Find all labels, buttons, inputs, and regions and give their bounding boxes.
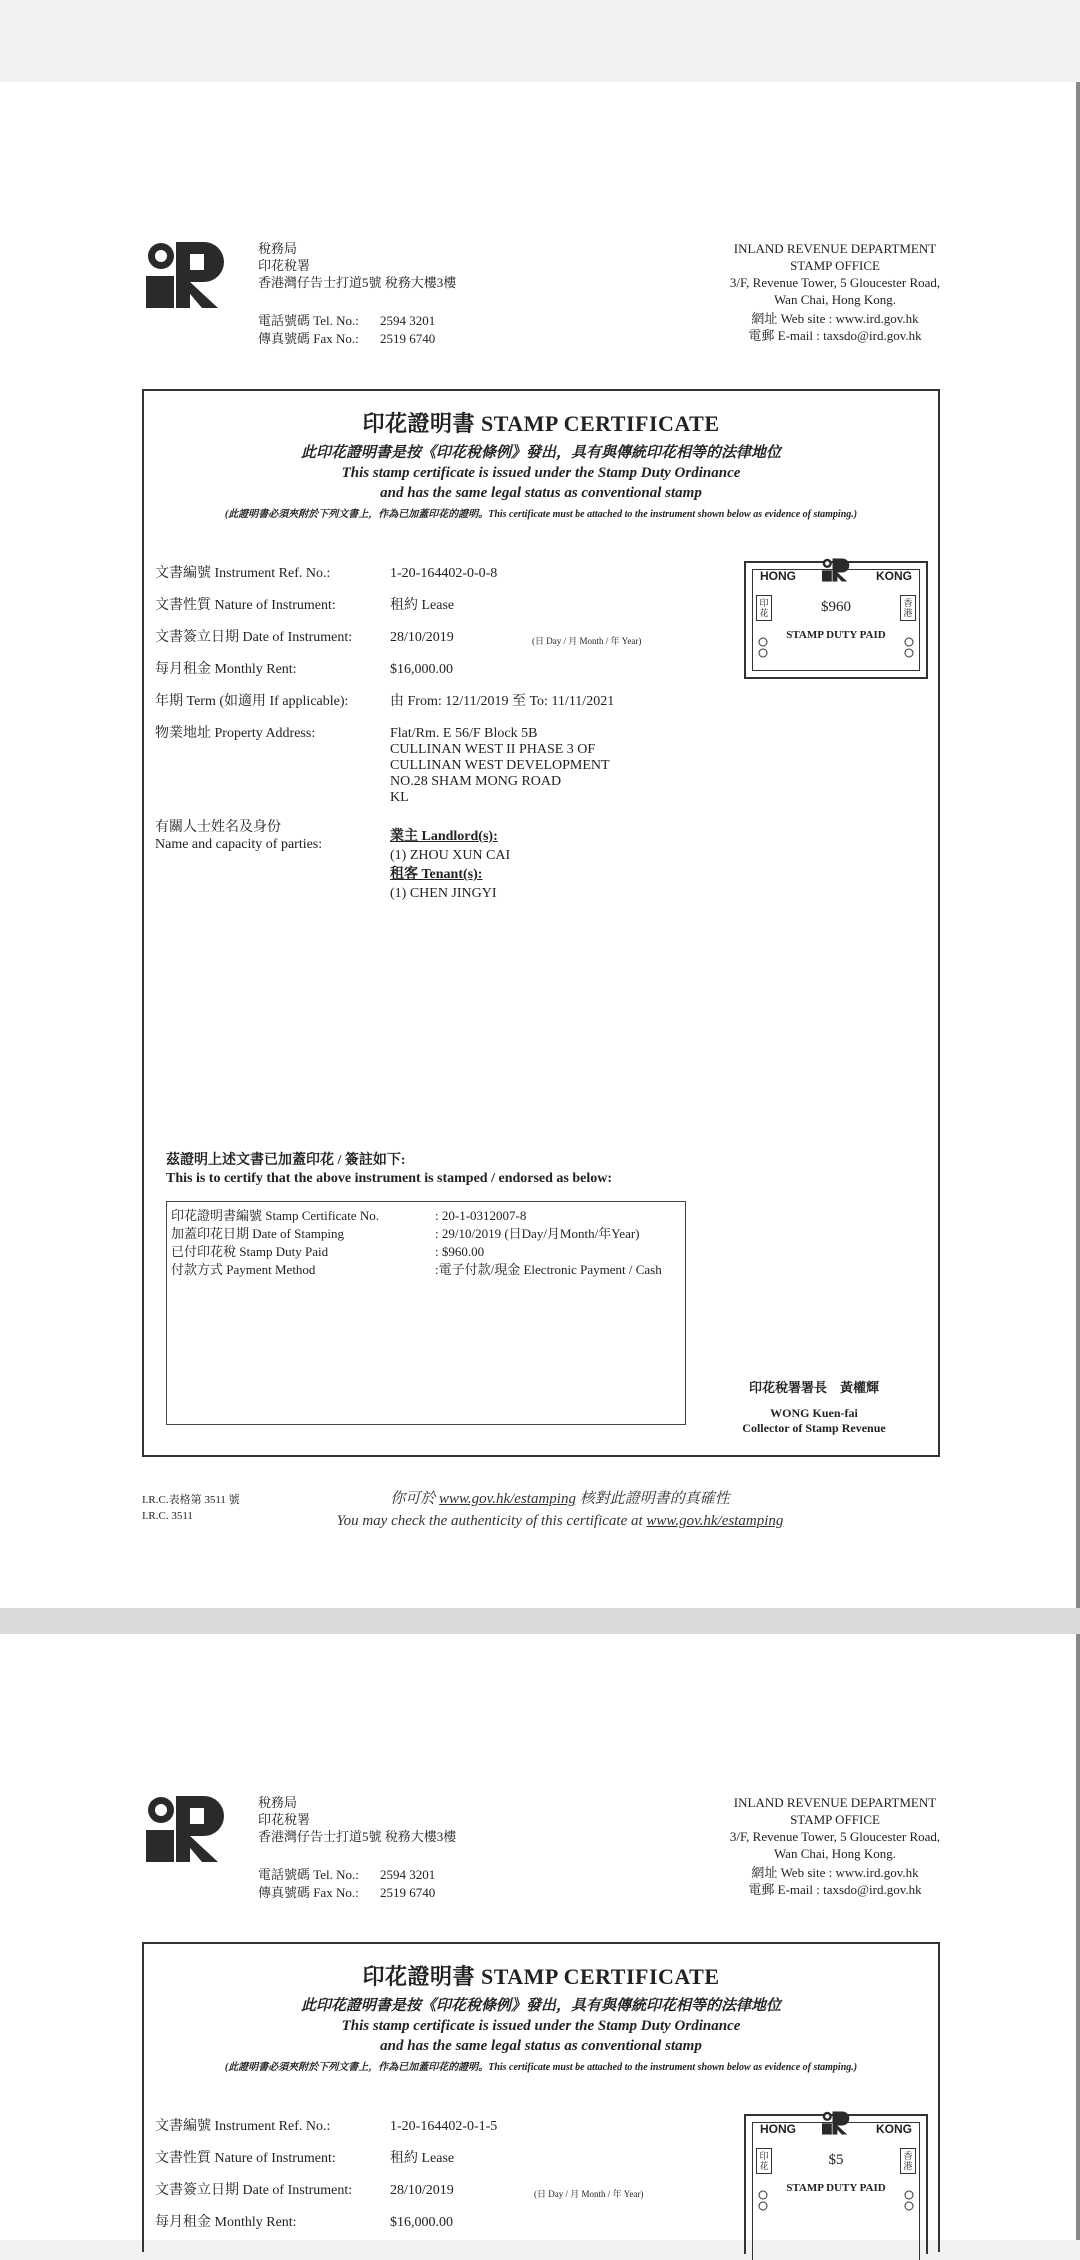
verify-zh-prefix: 你可於 bbox=[390, 1491, 436, 1507]
tel-value: 2594 3201 bbox=[380, 313, 436, 328]
certify-statement-zh: 茲證明上述文書已加蓋印花 / 簽註如下: bbox=[166, 1153, 406, 1168]
stamp-hong: HONG bbox=[760, 2122, 796, 2136]
website: 網址 Web site : www.ird.gov.hk bbox=[751, 311, 919, 326]
dept-name-en: INLAND REVENUE DEPARTMENT bbox=[733, 241, 937, 256]
address-line: Flat/Rm. E 56/F Block 5B bbox=[390, 726, 538, 741]
certificate-subtitle-zh: 此印花證明書是按《印花稅條例》發出，具有與傳統印花相等的法律地位 bbox=[300, 445, 781, 461]
parties-label bbox=[155, 819, 322, 853]
nature-value: 租約 Lease bbox=[390, 598, 455, 613]
office-name-en: STAMP OFFICE bbox=[790, 258, 880, 273]
stamp-coin-icon-left bbox=[758, 637, 768, 659]
duty-paid-label: 已付印花稅 Stamp Duty Paid bbox=[171, 1244, 329, 1259]
stamp-amount: $960 bbox=[821, 599, 851, 615]
certificate-page-1 bbox=[0, 82, 1080, 1608]
rent-value: $16,000.00 bbox=[390, 2215, 453, 2230]
department-address-en bbox=[680, 1794, 990, 1898]
verify-zh-suffix: 核對此證明書的真確性 bbox=[579, 1491, 730, 1507]
certificate-title: 印花證明書 STAMP CERTIFICATE bbox=[362, 1964, 720, 1989]
verification-notice bbox=[240, 1488, 880, 1532]
office-name-zh: 印花稅署 bbox=[258, 1812, 311, 1827]
date-format-hint: (日 Day / 月 Month / 年 Year) bbox=[532, 636, 642, 646]
address-line: CULLINAN WEST DEVELOPMENT bbox=[390, 758, 610, 773]
collector-name: WONG Kuen-fai bbox=[770, 1406, 858, 1420]
stamp-coin-icon-left bbox=[758, 2190, 768, 2212]
stamp-kong: KONG bbox=[876, 2122, 912, 2136]
tel-label: 電話號碼 Tel. No.: bbox=[258, 313, 359, 328]
certificate-subtitle-en2: and has the same legal status as conventional stamp bbox=[380, 485, 702, 501]
date-value: 28/10/2019 bbox=[390, 630, 454, 645]
stamp-side-left: 印花 bbox=[756, 2148, 772, 2174]
certificate-subtitle-zh: 此印花證明書是按《印花稅條例》發出，具有與傳統印花相等的法律地位 bbox=[300, 1998, 781, 2014]
stamp-coin-icon-right bbox=[904, 2190, 914, 2212]
parties-label-en: Name and capacity of parties: bbox=[155, 837, 323, 852]
verify-link-en[interactable]: www.gov.hk/estamping bbox=[646, 1513, 784, 1529]
street-address-en: 3/F, Revenue Tower, 5 Gloucester Road, bbox=[729, 1829, 941, 1844]
fax-label: 傳真號碼 Fax No.: bbox=[258, 1885, 359, 1900]
stamp-side-left: 印花 bbox=[756, 595, 772, 621]
office-name-zh: 印花稅署 bbox=[258, 258, 311, 273]
stamp-coin-icon-right bbox=[904, 637, 914, 659]
tel-value: 2594 3201 bbox=[380, 1867, 436, 1882]
parties-value bbox=[390, 827, 510, 903]
tenant-name: (1) CHEN JINGYI bbox=[390, 886, 497, 901]
email: 電郵 E-mail : taxsdo@ird.gov.hk bbox=[748, 328, 922, 343]
stamping-date-value: : 29/10/2019 (日Day/月Month/年Year) bbox=[435, 1226, 640, 1241]
fax-value: 2519 6740 bbox=[380, 1885, 436, 1900]
ref-label: 文書編號 Instrument Ref. No.: bbox=[155, 2119, 331, 2134]
form-number-zh: I.R.C.表格第 3511 號 bbox=[142, 1494, 240, 1506]
verify-link-zh[interactable]: www.gov.hk/estamping bbox=[439, 1491, 576, 1507]
form-number bbox=[142, 1492, 240, 1524]
district-en: Wan Chai, Hong Kong. bbox=[773, 292, 897, 307]
nature-label: 文書性質 Nature of Instrument: bbox=[155, 2151, 336, 2166]
scan-edge bbox=[1076, 1634, 1080, 2240]
department-address-zh bbox=[258, 1794, 456, 1845]
ird-logo bbox=[146, 1794, 226, 1864]
date-label: 文書簽立日期 Date of Instrument: bbox=[155, 630, 353, 645]
address-line: CULLINAN WEST II PHASE 3 OF bbox=[390, 742, 596, 757]
certificate-note: (此證明書必須夾附於下列文書上，作為已加蓋印花的證明。This certificate must be attached to the instrument shown below as evidence of stamping.) bbox=[224, 509, 858, 520]
page-separator bbox=[0, 1608, 1080, 1634]
cert-no-label: 印花證明書編號 Stamp Certificate No. bbox=[171, 1208, 379, 1223]
rent-label: 每月租金 Monthly Rent: bbox=[155, 2215, 297, 2230]
office-name-en: STAMP OFFICE bbox=[790, 1812, 880, 1827]
stamp-duty-paid-stamp bbox=[744, 2114, 928, 2254]
form-number-en: I.R.C. 3511 bbox=[142, 1510, 193, 1522]
certify-statement-en: This is to certify that the above instrument is stamped / endorsed as below: bbox=[166, 1171, 613, 1186]
address-value bbox=[390, 726, 610, 806]
fax-value: 2519 6740 bbox=[380, 331, 436, 346]
ref-value: 1-20-164402-0-0-8 bbox=[390, 566, 498, 581]
street-address-zh: 香港灣仔告士打道5號 稅務大樓3樓 bbox=[258, 1829, 457, 1844]
rent-value: $16,000.00 bbox=[390, 662, 453, 677]
term-value: 由 From: 12/11/2019 至 To: 11/11/2021 bbox=[390, 694, 615, 709]
certificate-title: 印花證明書 STAMP CERTIFICATE bbox=[362, 411, 720, 436]
stamp-hong: HONG bbox=[760, 569, 796, 583]
certificate-subtitle-en2: and has the same legal status as conventional stamp bbox=[380, 2038, 702, 2054]
term-label: 年期 Term (如適用 If applicable): bbox=[155, 694, 349, 709]
stamp-duty-paid-stamp bbox=[744, 561, 928, 679]
date-value: 28/10/2019 bbox=[390, 2183, 454, 2198]
certificate-page-2 bbox=[0, 1634, 1080, 2240]
district-en: Wan Chai, Hong Kong. bbox=[773, 1846, 897, 1861]
rent-label: 每月租金 Monthly Rent: bbox=[155, 662, 297, 677]
landlord-label: 業主 Landlord(s): bbox=[390, 829, 498, 844]
address-line: KL bbox=[390, 790, 409, 805]
stamp-certificate-frame bbox=[142, 1942, 940, 2252]
collector-signature-block bbox=[704, 1377, 924, 1436]
department-address-zh bbox=[258, 240, 456, 291]
nature-label: 文書性質 Nature of Instrument: bbox=[155, 598, 336, 613]
contact-numbers bbox=[258, 312, 435, 348]
street-address-en: 3/F, Revenue Tower, 5 Gloucester Road, bbox=[729, 275, 941, 290]
stamp-paid-text: STAMP DUTY PAID bbox=[786, 2182, 886, 2194]
parties-label-zh: 有關人士姓名及身份 bbox=[155, 820, 281, 835]
ref-label: 文書編號 Instrument Ref. No.: bbox=[155, 566, 331, 581]
collector-title-zh: 印花稅署署長 黃權輝 bbox=[748, 1380, 879, 1395]
stamp-side-right: 香港 bbox=[900, 595, 916, 621]
stamp-kong: KONG bbox=[876, 569, 912, 583]
duty-paid-value: : $960.00 bbox=[435, 1244, 485, 1259]
email: 電郵 E-mail : taxsdo@ird.gov.hk bbox=[748, 1882, 922, 1897]
collector-title-en: Collector of Stamp Revenue bbox=[742, 1421, 886, 1435]
dept-name-en: INLAND REVENUE DEPARTMENT bbox=[733, 1795, 937, 1810]
department-address-en bbox=[680, 240, 990, 344]
dept-name-zh: 稅務局 bbox=[258, 1795, 298, 1810]
ird-logo bbox=[146, 240, 226, 310]
stamp-side-right: 香港 bbox=[900, 2148, 916, 2174]
date-label: 文書簽立日期 Date of Instrument: bbox=[155, 2183, 353, 2198]
dept-name-zh: 稅務局 bbox=[258, 241, 298, 256]
tenant-label: 租客 Tenant(s): bbox=[390, 867, 483, 882]
cert-no-value: : 20-1-0312007-8 bbox=[435, 1208, 527, 1223]
address-line: NO.28 SHAM MONG ROAD bbox=[390, 774, 562, 789]
certificate-note: (此證明書必須夾附於下列文書上，作為已加蓋印花的證明。This certificate must be attached to the instrument shown below as evidence of stamping.) bbox=[224, 2062, 858, 2073]
address-label: 物業地址 Property Address: bbox=[155, 726, 316, 741]
landlord-name: (1) ZHOU XUN CAI bbox=[390, 848, 511, 863]
certificate-subtitle-en1: This stamp certificate is issued under the Stamp Duty Ordinance bbox=[341, 465, 741, 481]
stamp-logo-icon bbox=[822, 557, 850, 583]
stamp-logo-icon bbox=[822, 2110, 850, 2136]
payment-method-label: 付款方式 Payment Method bbox=[171, 1262, 316, 1277]
date-format-hint: (日 Day / 月 Month / 年 Year) bbox=[534, 2189, 644, 2199]
stamp-paid-text: STAMP DUTY PAID bbox=[786, 629, 886, 641]
contact-numbers bbox=[258, 1866, 435, 1902]
scan-edge bbox=[1076, 82, 1080, 1608]
verify-en-prefix: You may check the authenticity of this certificate at bbox=[336, 1513, 643, 1529]
fax-label: 傳真號碼 Fax No.: bbox=[258, 331, 359, 346]
stamp-certificate-frame bbox=[142, 389, 940, 1457]
street-address-zh: 香港灣仔告士打道5號 稅務大樓3樓 bbox=[258, 275, 457, 290]
stamping-details-box bbox=[166, 1201, 686, 1425]
nature-value: 租約 Lease bbox=[390, 2151, 455, 2166]
tel-label: 電話號碼 Tel. No.: bbox=[258, 1867, 359, 1882]
payment-method-value: :電子付款/現金 Electronic Payment / Cash bbox=[435, 1262, 662, 1277]
stamp-amount: $5 bbox=[828, 2152, 844, 2168]
website: 網址 Web site : www.ird.gov.hk bbox=[751, 1865, 919, 1880]
certificate-subtitle-en1: This stamp certificate is issued under the Stamp Duty Ordinance bbox=[341, 2018, 741, 2034]
ref-value: 1-20-164402-0-1-5 bbox=[390, 2119, 498, 2134]
stamping-date-label: 加蓋印花日期 Date of Stamping bbox=[171, 1226, 344, 1241]
stamp-inner-border bbox=[752, 569, 920, 671]
